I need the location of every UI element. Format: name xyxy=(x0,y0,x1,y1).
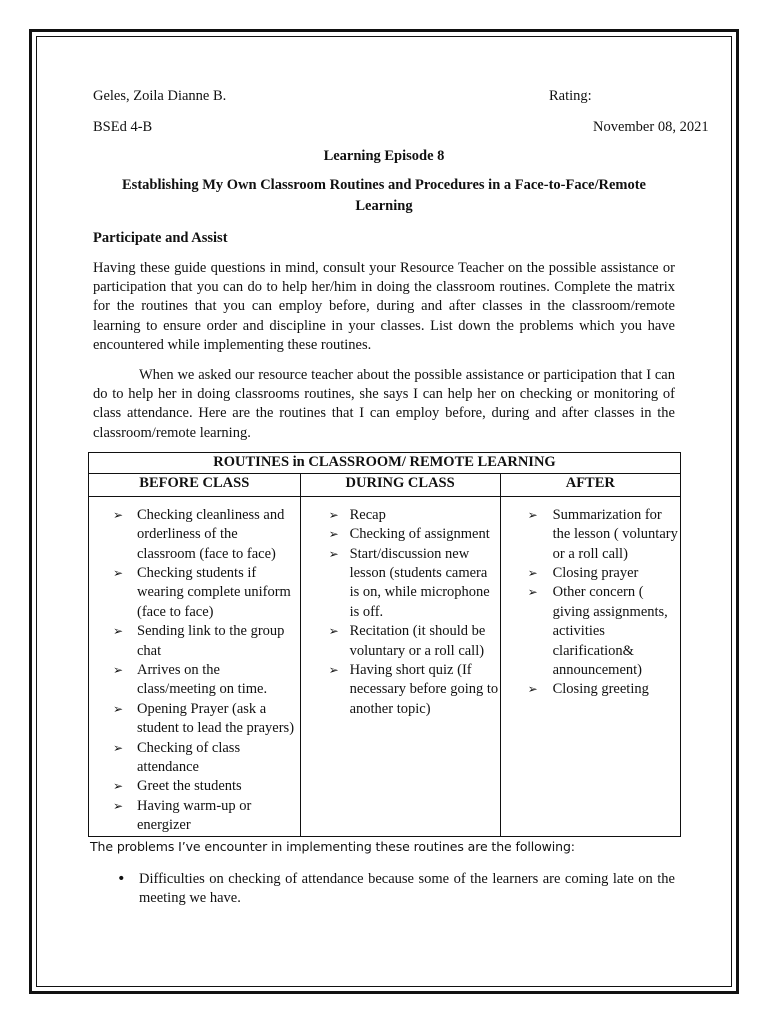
episode-title: Learning Episode 8 xyxy=(323,147,445,164)
routine-text: Arrives on the class/meeting on time. xyxy=(137,661,268,698)
header-after: AFTER xyxy=(500,473,680,496)
arrow-bullet-icon: ➢ xyxy=(328,546,339,561)
header-before-class: BEFORE CLASS xyxy=(89,473,301,496)
arrow-bullet-icon: ➢ xyxy=(113,662,124,677)
routine-item xyxy=(89,506,300,564)
routine-text: Closing prayer xyxy=(552,564,639,581)
routine-item xyxy=(89,797,300,836)
routines-table xyxy=(88,452,681,836)
document-body xyxy=(90,87,709,909)
routine-item xyxy=(89,700,300,739)
routine-item xyxy=(301,545,500,623)
during-class-cell xyxy=(300,496,500,836)
arrow-bullet-icon: ➢ xyxy=(113,740,124,755)
routine-text: Recap xyxy=(349,506,386,523)
document-date: November 08, 2021 xyxy=(593,119,709,136)
arrow-bullet-icon: ➢ xyxy=(527,565,538,580)
before-class-cell xyxy=(89,496,301,836)
before-class-list xyxy=(89,506,300,836)
routine-text: Having warm-up or energizer xyxy=(137,797,252,834)
arrow-bullet-icon: ➢ xyxy=(328,507,339,522)
arrow-bullet-icon: ➢ xyxy=(527,507,538,522)
routine-item xyxy=(301,506,500,525)
routine-text: Sending link to the group chat xyxy=(137,623,285,659)
arrow-bullet-icon: ➢ xyxy=(328,624,339,639)
routine-text: Checking of class attendance xyxy=(137,739,241,775)
routine-item xyxy=(89,622,300,661)
routine-text: Checking of assignment xyxy=(349,526,490,543)
routine-item xyxy=(501,583,680,680)
routine-item xyxy=(89,777,300,796)
routine-text: Summarization for the lesson ( voluntary or a roll call) xyxy=(552,506,678,562)
problem-text: Difficulties on checking of attendance because some of the learners are coming late on the meeting we have. xyxy=(139,871,675,907)
arrow-bullet-icon: ➢ xyxy=(113,565,124,580)
routine-item xyxy=(301,661,500,719)
arrow-bullet-icon: ➢ xyxy=(113,779,124,794)
after-class-list xyxy=(501,506,680,700)
student-name: Geles, Zoila Dianne B. xyxy=(93,88,227,104)
arrow-bullet-icon: ➢ xyxy=(527,585,538,600)
table-caption: ROUTINES in CLASSROOM/ REMOTE LEARNING xyxy=(89,453,681,473)
problems-intro: The problems I’ve encounter in implementing these routines are the following: xyxy=(90,838,575,854)
routine-item xyxy=(501,564,680,583)
section-heading: Participate and Assist xyxy=(93,230,228,247)
response-paragraph: When we asked our resource teacher about the possible assistance or participation that I can do to help her in doing classrooms routines, she says I can help her on checking or monitoring of class attendance. Here are the routines that I can employ before, during and after classes in the classroom/remote learning. xyxy=(93,366,675,441)
routine-item xyxy=(301,525,500,544)
routine-text: Checking cleanliness and orderliness of the classroom (face to face) xyxy=(137,506,285,562)
after-class-cell xyxy=(500,496,680,836)
rating-label: Rating: xyxy=(549,88,592,104)
arrow-bullet-icon: ➢ xyxy=(113,507,124,522)
routine-text: Greet the students xyxy=(137,778,242,795)
routine-item xyxy=(301,622,500,661)
routine-item xyxy=(501,680,680,699)
arrow-bullet-icon: ➢ xyxy=(113,798,124,813)
during-class-list xyxy=(301,506,500,719)
course-section: BSEd 4-B xyxy=(93,119,153,136)
arrow-bullet-icon: ➢ xyxy=(113,624,124,639)
arrow-bullet-icon: ➢ xyxy=(113,701,124,716)
routine-item xyxy=(89,661,300,700)
routine-text: Having short quiz (If necessary before going to another topic) xyxy=(349,661,499,717)
arrow-bullet-icon: ➢ xyxy=(328,527,339,542)
routine-text: Other concern ( giving assignments, activities clarification& announcement) xyxy=(552,584,668,678)
routine-text: Closing greeting xyxy=(552,681,649,698)
routine-text: Start/discussion new lesson (students camera is on, while microphone is off. xyxy=(349,545,490,620)
routine-text: Opening Prayer (ask a student to lead the prayers) xyxy=(137,700,295,737)
document-subtitle: Establishing My Own Classroom Routines and Procedures in a Face-to-Face/Remote Learning xyxy=(122,177,646,215)
routine-item xyxy=(89,564,300,622)
routine-item xyxy=(501,506,680,564)
header-row-1 xyxy=(93,87,675,106)
routine-item xyxy=(89,739,300,778)
arrow-bullet-icon: ➢ xyxy=(328,662,339,677)
header-during-class: DURING CLASS xyxy=(300,473,500,496)
bullet-icon: • xyxy=(117,871,126,887)
instructions-paragraph: Having these guide questions in mind, consult your Resource Teacher on the possible assistance or participation that you can do to help her/him in doing the classroom routines. Complete the matrix for the routines that you can employ before, during and after classes in the classroom/remote learning to ensure order and discipline in your classes. List down the problems which you have encountered while implementing these routines. xyxy=(93,259,675,354)
problem-item xyxy=(93,870,675,909)
problems-list xyxy=(93,870,675,909)
header-row-2 xyxy=(93,118,709,137)
routine-text: Recitation (it should be voluntary or a roll call) xyxy=(349,623,486,659)
routine-text: Checking students if wearing complete uniform (face to face) xyxy=(137,564,291,620)
arrow-bullet-icon: ➢ xyxy=(527,682,538,697)
